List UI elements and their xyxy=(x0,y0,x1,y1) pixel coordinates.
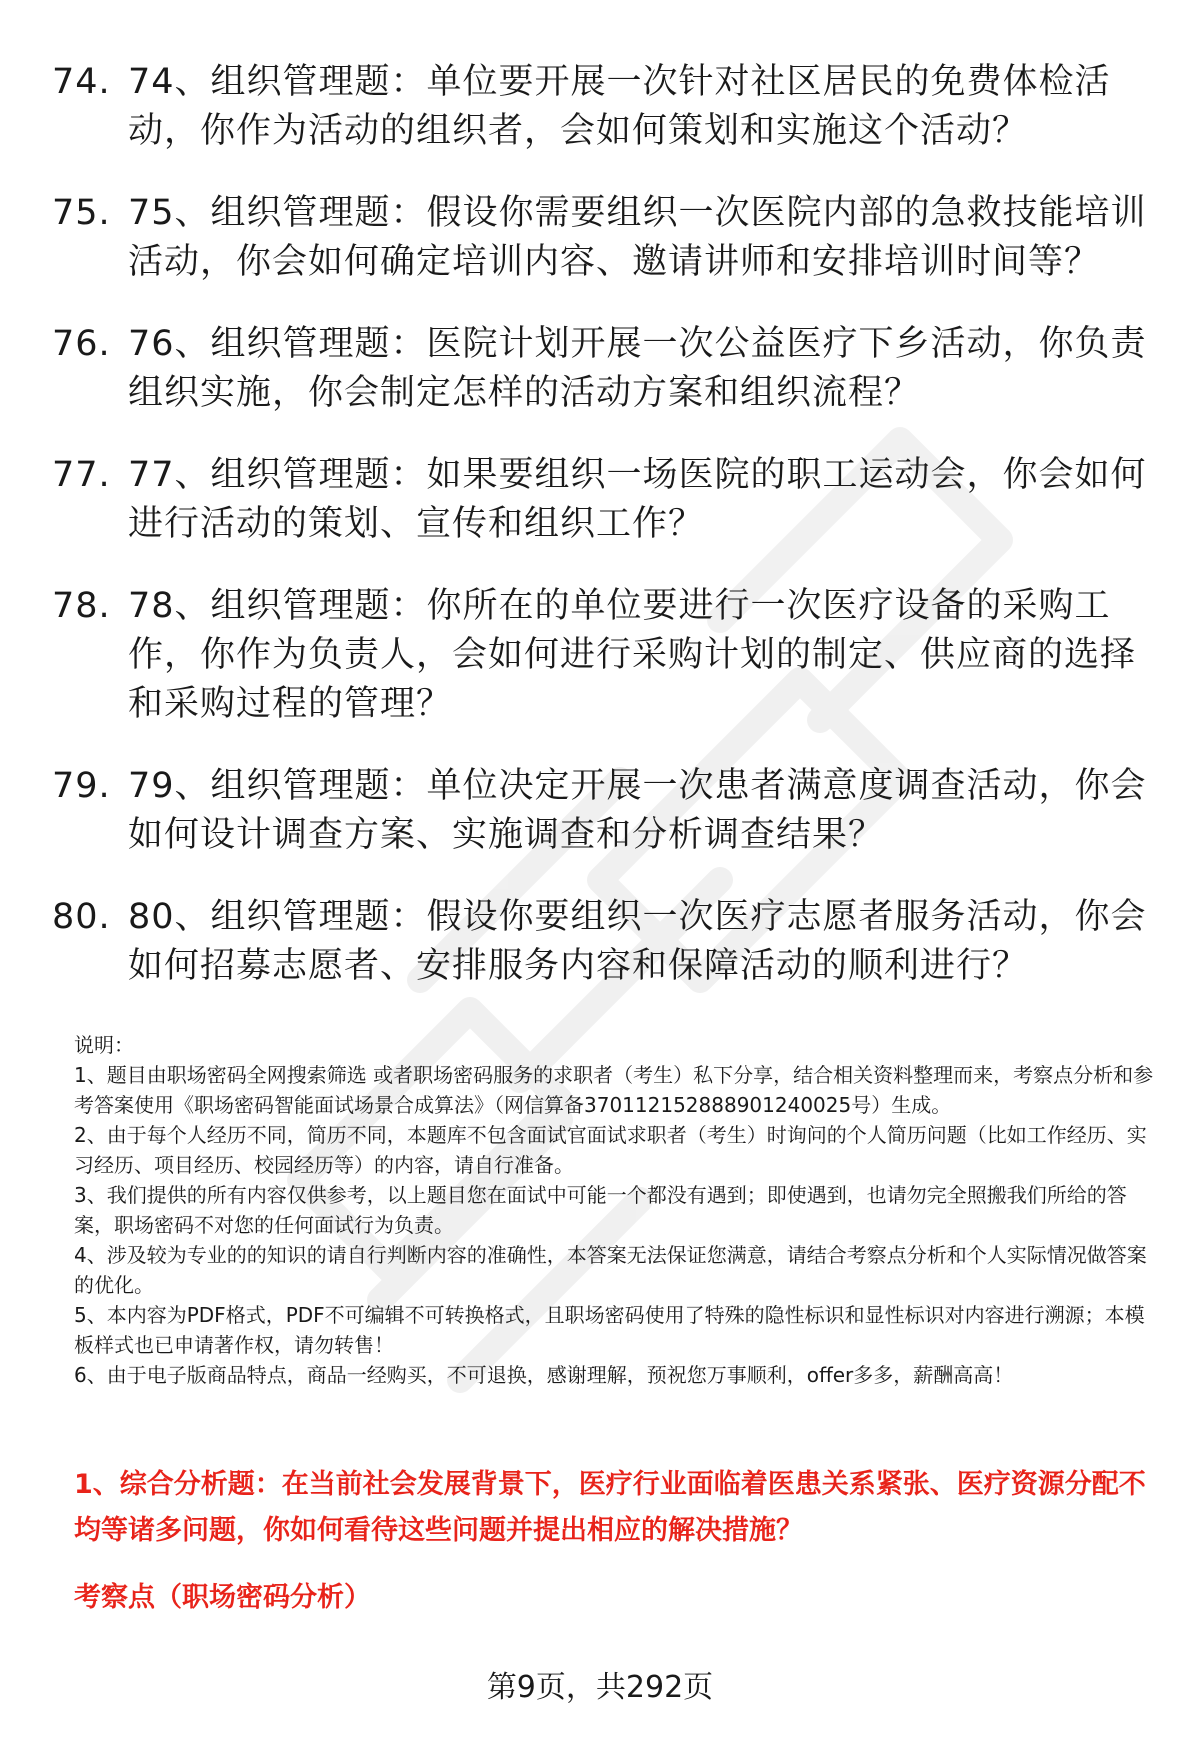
section-heading: 考察点（职场密码分析） xyxy=(74,1582,371,1613)
question-number: 76. xyxy=(52,324,111,364)
note-item: 5、本内容为PDF格式，PDF不可编辑不可转换格式，且职场密码使用了特殊的隐性标识和显性标识对内容进行溯源；本模板样式也已申请著作权，请勿转售！ xyxy=(74,1303,1145,1357)
question-list xyxy=(52,58,1152,1024)
question-item xyxy=(52,320,1152,418)
question-item xyxy=(52,582,1152,729)
notes-block xyxy=(74,1030,1159,1390)
question-item xyxy=(52,762,1152,860)
question-text: 75、组织管理题：假设你需要组织一次医院内部的急救技能培训活动，你会如何确定培训内容、邀请讲师和安排培训时间等？ xyxy=(128,193,1147,282)
question-number: 77. xyxy=(52,455,111,495)
question-text: 76、组织管理题：医院计划开展一次公益医疗下乡活动，你负责组织实施，你会制定怎样的活动方案和组织流程？ xyxy=(128,324,1147,413)
question-number: 80. xyxy=(52,897,111,937)
notes-title: 说明： xyxy=(74,1033,134,1057)
note-item: 6、由于电子版商品特点，商品一经购买，不可退换，感谢理解，预祝您万事顺利，offer多多，薪酬高高！ xyxy=(74,1363,1014,1387)
question-number: 75. xyxy=(52,193,111,233)
section-question: 1、综合分析题：在当前社会发展背景下，医疗行业面临着医患关系紧张、医疗资源分配不均等诸多问题，你如何看待这些问题并提出相应的解决措施？ xyxy=(74,1469,1146,1546)
question-number: 78. xyxy=(52,586,111,626)
note-item: 2、由于每个人经历不同，简历不同，本题库不包含面试官面试求职者（考生）时询问的个人简历问题（比如工作经历、实习经历、项目经历、校园经历等）的内容，请自行准备。 xyxy=(74,1123,1147,1177)
question-item xyxy=(52,893,1152,991)
question-item xyxy=(52,451,1152,549)
question-number: 79. xyxy=(52,766,111,806)
note-item: 4、涉及较为专业的的知识的请自行判断内容的准确性，本答案无法保证您满意，请结合考察点分析和个人实际情况做答案的优化。 xyxy=(74,1243,1147,1297)
question-text: 77、组织管理题：如果要组织一场医院的职工运动会，你会如何进行活动的策划、宣传和组织工作？ xyxy=(128,455,1147,544)
question-item xyxy=(52,58,1152,156)
question-text: 80、组织管理题：假设你要组织一次医疗志愿者服务活动，你会如何招募志愿者、安排服务内容和保障活动的顺利进行？ xyxy=(128,897,1147,986)
question-number: 74. xyxy=(52,62,111,102)
question-text: 78、组织管理题：你所在的单位要进行一次医疗设备的采购工作，你作为负责人，会如何进行采购计划的制定、供应商的选择和采购过程的管理？ xyxy=(128,586,1137,724)
page-footer: 第9页，共292页 xyxy=(486,1670,714,1705)
question-text: 74、组织管理题：单位要开展一次针对社区居民的免费体检活动，你作为活动的组织者，会如何策划和实施这个活动？ xyxy=(128,62,1111,151)
question-item xyxy=(52,189,1152,287)
note-item: 1、题目由职场密码全网搜索筛选 或者职场密码服务的求职者（考生）私下分享，结合相关资料整理而来，考察点分析和参考答案使用《职场密码智能面试场景合成算法》（网信算备370112152888901240025号）生成。 xyxy=(74,1063,1154,1117)
note-item: 3、我们提供的所有内容仅供参考，以上题目您在面试中可能一个都没有遇到；即使遇到，也请勿完全照搬我们所给的答案，职场密码不对您的任何面试行为负责。 xyxy=(74,1183,1127,1237)
question-text: 79、组织管理题：单位决定开展一次患者满意度调查活动，你会如何设计调查方案、实施调查和分析调查结果？ xyxy=(128,766,1147,855)
